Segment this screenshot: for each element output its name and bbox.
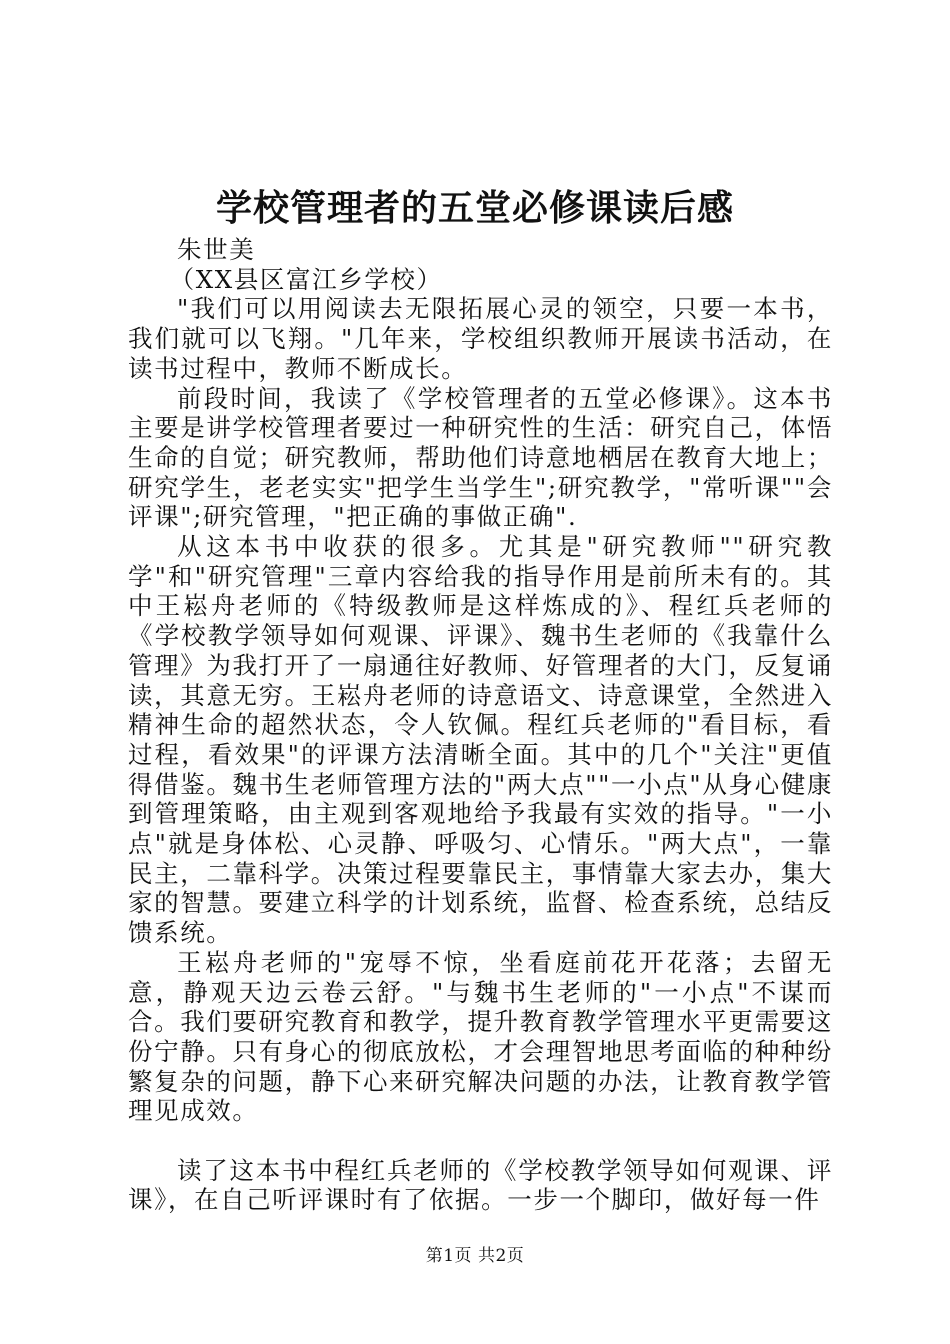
author-name: 朱世美 (177, 235, 256, 264)
paragraph-1: "我们可以用阅读去无限拓展心灵的领空，只要一本书，我们就可以飞翔。"几年来，学校组织教师开展读书活动，在读书过程中，教师不断成长。 (128, 294, 833, 383)
paragraph-4: 王崧舟老师的"宠辱不惊，坐看庭前花开花落；去留无意，静观天边云卷云舒。"与魏书生老师的"一小点"不谋而合。我们要研究教育和教学，提升教育教学管理水平更需要这份宁静。只有身心的彻底放松，才会理智地思考面临的种种纷繁复杂的问题，静下心来研究解决问题的办法，让教育教学管理见成效。 (128, 947, 833, 1126)
page-footer: 第1页 共2页 (425, 1246, 525, 1266)
paragraph-2: 前段时间，我读了《学校管理者的五堂必修课》。这本书主要是讲学校管理者要过一种研究性的生活：研究自己，体悟生命的自觉；研究教师，帮助他们诗意地栖居在教育大地上；研究学生，老老实实"把学生当学生";研究教学，"常听课""会评课";研究管理，"把正确的事做正确". (128, 383, 833, 532)
author-affiliation: （XX县区富江乡学校） (169, 264, 443, 294)
document-body (128, 235, 833, 1215)
paragraph-5: 读了这本书中程红兵老师的《学校教学领导如何观课、评课》，在自己听评课时有了依据。一步一个脚印，做好每一件 (128, 1155, 833, 1215)
paragraph-3: 从这本书中收获的很多。尤其是"研究教师""研究教学"和"研究管理"三章内容给我的指导作用是前所未有的。其中王崧舟老师的《特级教师是这样炼成的》、程红兵老师的《学校教学领导如何观课、评课》、魏书生老师的《我靠什么管理》为我打开了一扇通往好教师、好管理者的大门，反复诵读，其意无穷。王崧舟老师的诗意语文、诗意课堂，全然进入精神生命的超然状态，令人钦佩。程红兵老师的"看目标，看过程，看效果"的评课方法清晰全面。其中的几个"关注"更值得借鉴。魏书生老师管理方法的"两大点""一小点"从身心健康到管理策略，由主观到客观地给予我最有实效的指导。"一小点"就是身体松、心灵静、呼吸匀、心情乐。"两大点"，一靠民主，二靠科学。决策过程要靠民主，事情靠大家去办，集大家的智慧。要建立科学的计划系统，监督、检查系统，总结反馈系统。 (128, 532, 833, 948)
document-title: 学校管理者的五堂必修课读后感 (215, 187, 734, 229)
